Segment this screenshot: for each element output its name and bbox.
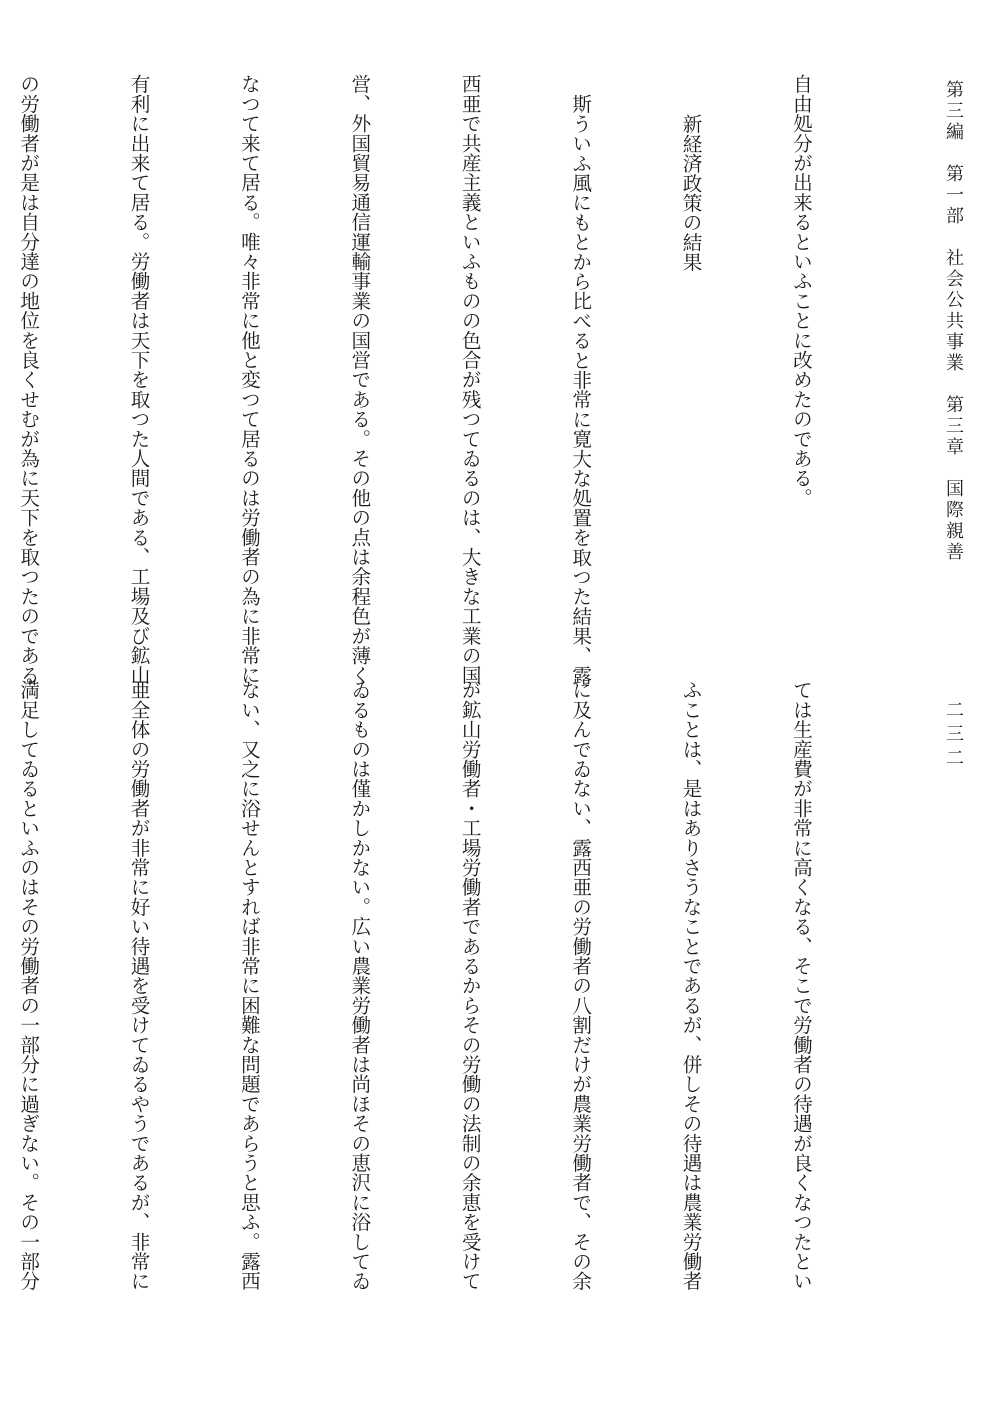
text-column: 亜全体の労働者が非常に好い待遇を受けてゐるやうであるが、非常に	[127, 680, 151, 1291]
lower-text-block	[16, 680, 892, 1360]
text-column: 営、外国貿易通信運輸事業の国営である。その他の点は余程色が薄く	[347, 74, 371, 685]
text-column: 斯ういふ風にもとから比べると非常に寛大な処置を取つた結果、露	[568, 94, 592, 685]
section-heading: 新経済政策の結果	[679, 114, 703, 272]
text-column: 自由処分が出来るといふことに改めたのである。	[789, 74, 813, 508]
text-column: ては生産費が非常に高くなる、そこで労働者の待遇が良くなつたとい	[789, 680, 813, 1291]
text-column: 満足してゐるといふのはその労働者の一部分に過ぎない。その一部分	[16, 680, 40, 1291]
text-column: なつて来て居る。唯々非常に他と変つて居るのは労働者の為に非常に	[237, 74, 261, 685]
text-column: ふことは、是はありさうなことであるが、併しその待遇は農業労働者	[679, 680, 703, 1291]
page-number: 二三二	[943, 700, 964, 772]
upper-text-block	[16, 74, 892, 685]
text-column: が鉱山労働者・工場労働者であるからその労働の法制の余恵を受けて	[458, 680, 482, 1291]
text-column: ない、又之に浴せんとすれば非常に困難な問題であらうと思ふ。露西	[237, 680, 261, 1291]
running-header: 第三編 第一部 社会公共事業 第三章 国際親善	[943, 80, 964, 563]
text-column: に及んでゐない、露西亜の労働者の八割だけが農業労働者で、その余	[568, 680, 592, 1291]
text-column: ゐるものは僅かしかない。広い農業労働者は尚ほその恵沢に浴してゐ	[347, 680, 371, 1291]
text-column: 西亜で共産主義といふものの色合が残つてゐるのは、大きな工業の国	[458, 74, 482, 685]
text-column: の労働者が是は自分達の地位を良くせむが為に天下を取つたのである	[16, 74, 40, 685]
text-column: 有利に出来て居る。労働者は天下を取つた人間である、工場及び鉱山	[127, 74, 151, 685]
